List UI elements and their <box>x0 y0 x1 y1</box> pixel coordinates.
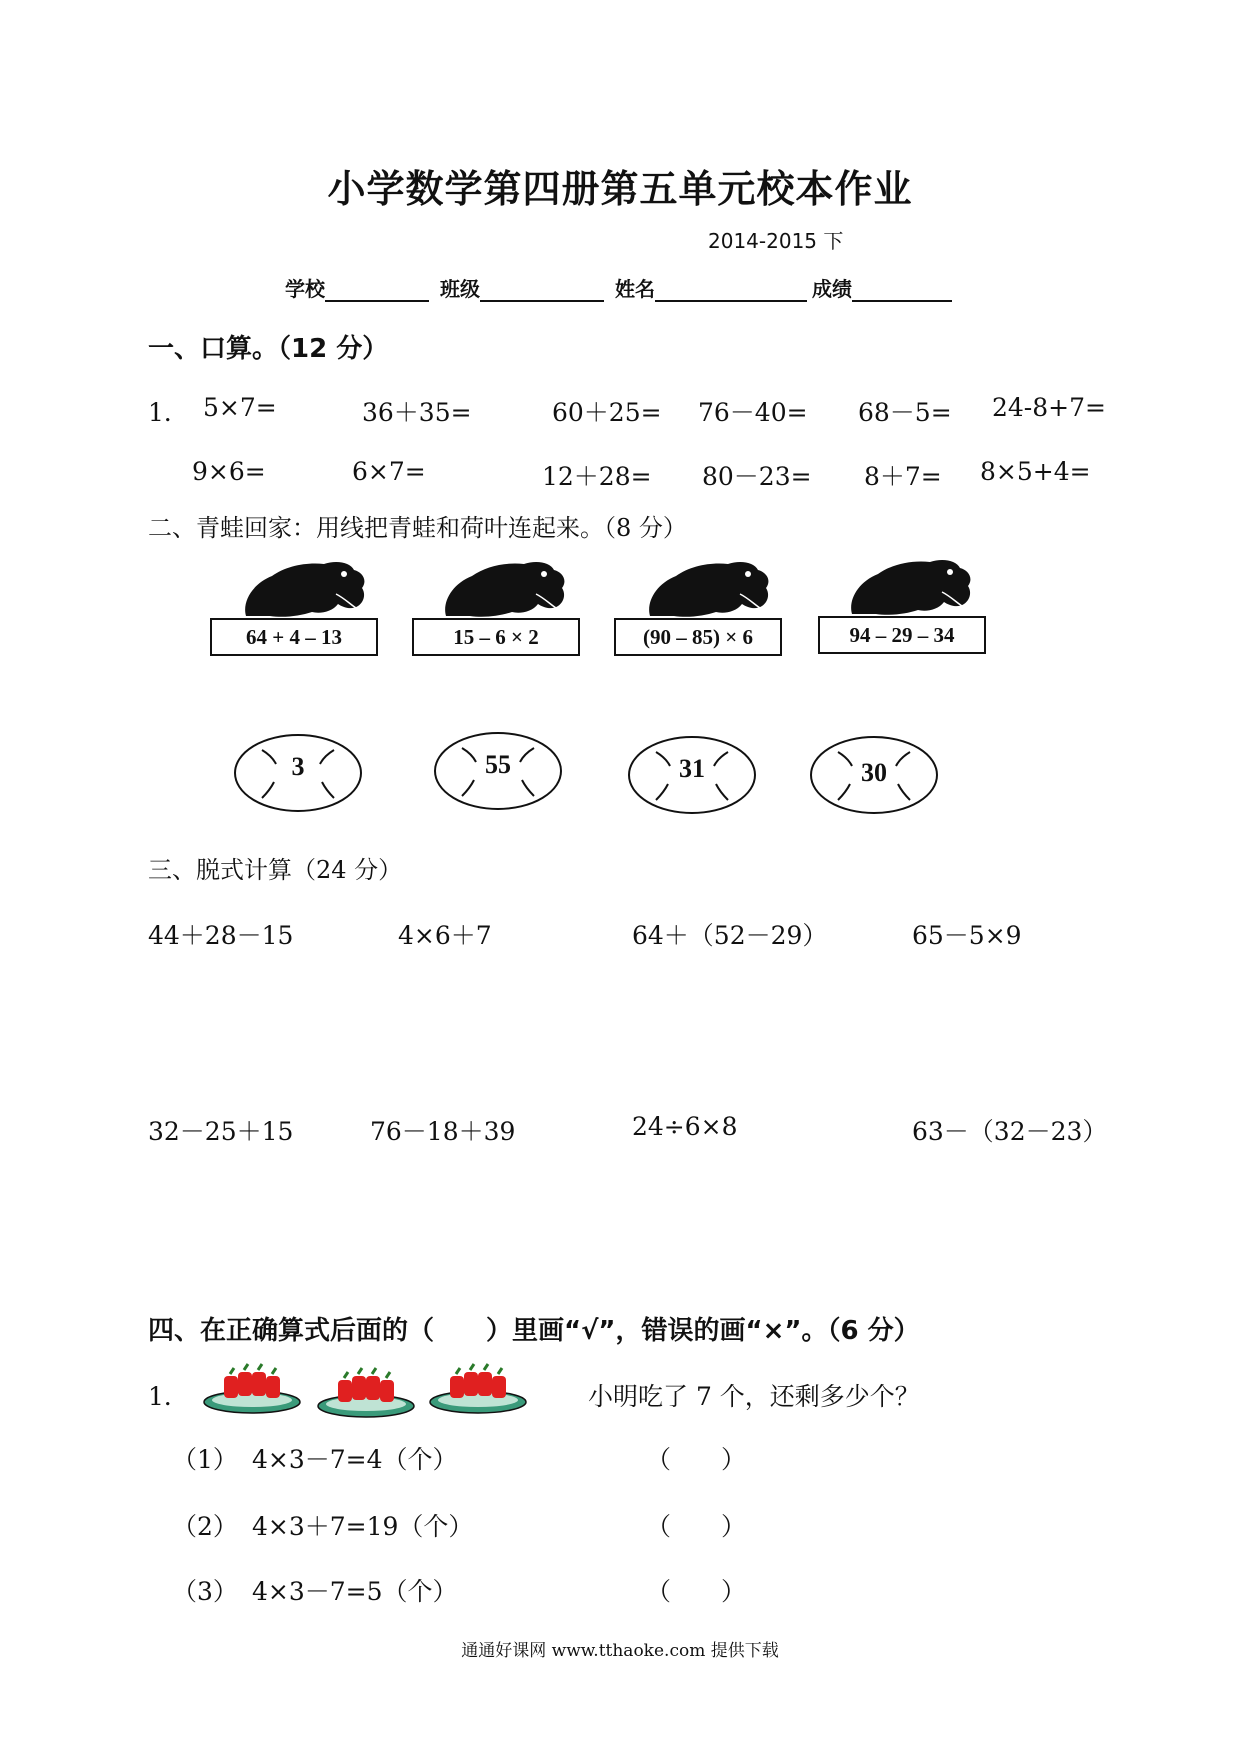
step-calculation-item: 64＋（52－29） <box>632 921 828 950</box>
section-3-heading: 三、脱式计算（24 分） <box>148 856 403 884</box>
name-label: 姓名 <box>615 277 655 301</box>
step-calculation-item: 4×6＋7 <box>398 921 492 950</box>
mental-math-item: 8×5+4= <box>980 457 1091 486</box>
section-1-heading: 一、口算。（12 分） <box>148 334 389 364</box>
frog-icon <box>440 558 570 620</box>
class-label: 班级 <box>440 277 480 301</box>
school-year: 2014-2015 下 <box>708 229 844 253</box>
word-problem-question: 小明吃了 7 个，还剩多少个？ <box>588 1382 920 1411</box>
step-calculation-item: 76－18＋39 <box>370 1117 516 1146</box>
answer-item-expression: 4×3＋7=19（个） <box>252 1512 474 1541</box>
mental-math-item: 80－23= <box>702 462 812 491</box>
class-blank[interactable] <box>480 278 604 302</box>
frog-expression-box: 15 – 6 × 2 <box>412 618 580 656</box>
lily-pad-number: 31 <box>679 754 705 783</box>
mental-math-item: 24-8+7= <box>992 393 1106 422</box>
frog-icon <box>644 558 774 620</box>
frog-expression-box: 64 + 4 – 13 <box>210 618 378 656</box>
mental-math-item: 8＋7= <box>864 462 942 491</box>
apple-plate-icon <box>428 1362 528 1414</box>
name-blank[interactable] <box>655 278 807 302</box>
mental-math-item: 68－5= <box>858 398 952 427</box>
frog-expression-box: 94 – 29 – 34 <box>818 616 986 654</box>
lily-pad-number: 55 <box>485 750 511 779</box>
step-calculation-item: 24÷6×8 <box>632 1112 738 1141</box>
school-field <box>285 273 429 302</box>
mental-math-item: 36＋35= <box>362 398 472 427</box>
mental-math-item: 6×7= <box>352 457 426 486</box>
mental-math-item: 9×6= <box>192 457 266 486</box>
class-field <box>440 273 604 302</box>
step-calculation-item: 63－（32－23） <box>912 1117 1108 1146</box>
apple-plate-icon <box>316 1366 416 1418</box>
frog-expression-box: (90 – 85) × 6 <box>614 618 782 656</box>
mental-math-item: 5×7= <box>203 393 277 422</box>
answer-item-expression: 4×3－7=4（个） <box>252 1445 458 1474</box>
frog-icon <box>846 556 976 618</box>
apple-plate-icon <box>202 1362 302 1414</box>
section-2-heading: 二、青蛙回家：用线把青蛙和荷叶连起来。（8 分） <box>148 514 687 542</box>
answer-check-paren[interactable]: （ ） <box>646 1577 747 1606</box>
school-blank[interactable] <box>325 278 429 302</box>
page-title: 小学数学第四册第五单元校本作业 <box>327 167 913 211</box>
score-label: 成绩 <box>812 277 852 301</box>
step-calculation-item: 32－25＋15 <box>148 1117 294 1146</box>
mental-math-item: 76－40= <box>698 398 808 427</box>
mental-math-item: 12＋28= <box>542 462 652 491</box>
answer-item-label: （2） <box>172 1512 238 1541</box>
answer-check-paren[interactable]: （ ） <box>646 1445 747 1474</box>
lily-pad-number: 3 <box>291 752 305 781</box>
footer-credit: 通通好课网 www.tthaoke.com 提供下载 <box>461 1641 779 1661</box>
mental-math-item: 60＋25= <box>552 398 662 427</box>
frog-icon <box>240 558 370 620</box>
step-calculation-item: 65－5×9 <box>912 921 1022 950</box>
score-blank[interactable] <box>852 278 952 302</box>
section-1-number: 1． <box>148 398 189 427</box>
answer-check-paren[interactable]: （ ） <box>646 1512 747 1541</box>
name-field <box>615 273 807 302</box>
score-field <box>812 273 952 302</box>
section-4-heading: 四、在正确算式后面的（ ）里画“√”，错误的画“×”。（6 分） <box>148 1316 920 1346</box>
lily-pad-number: 30 <box>861 758 887 787</box>
answer-item-label: （3） <box>172 1577 238 1606</box>
school-label: 学校 <box>285 277 325 301</box>
answer-item-expression: 4×3－7=5（个） <box>252 1577 458 1606</box>
answer-item-label: （1） <box>172 1445 238 1474</box>
step-calculation-item: 44＋28－15 <box>148 921 294 950</box>
section-4-number: 1． <box>148 1382 189 1411</box>
